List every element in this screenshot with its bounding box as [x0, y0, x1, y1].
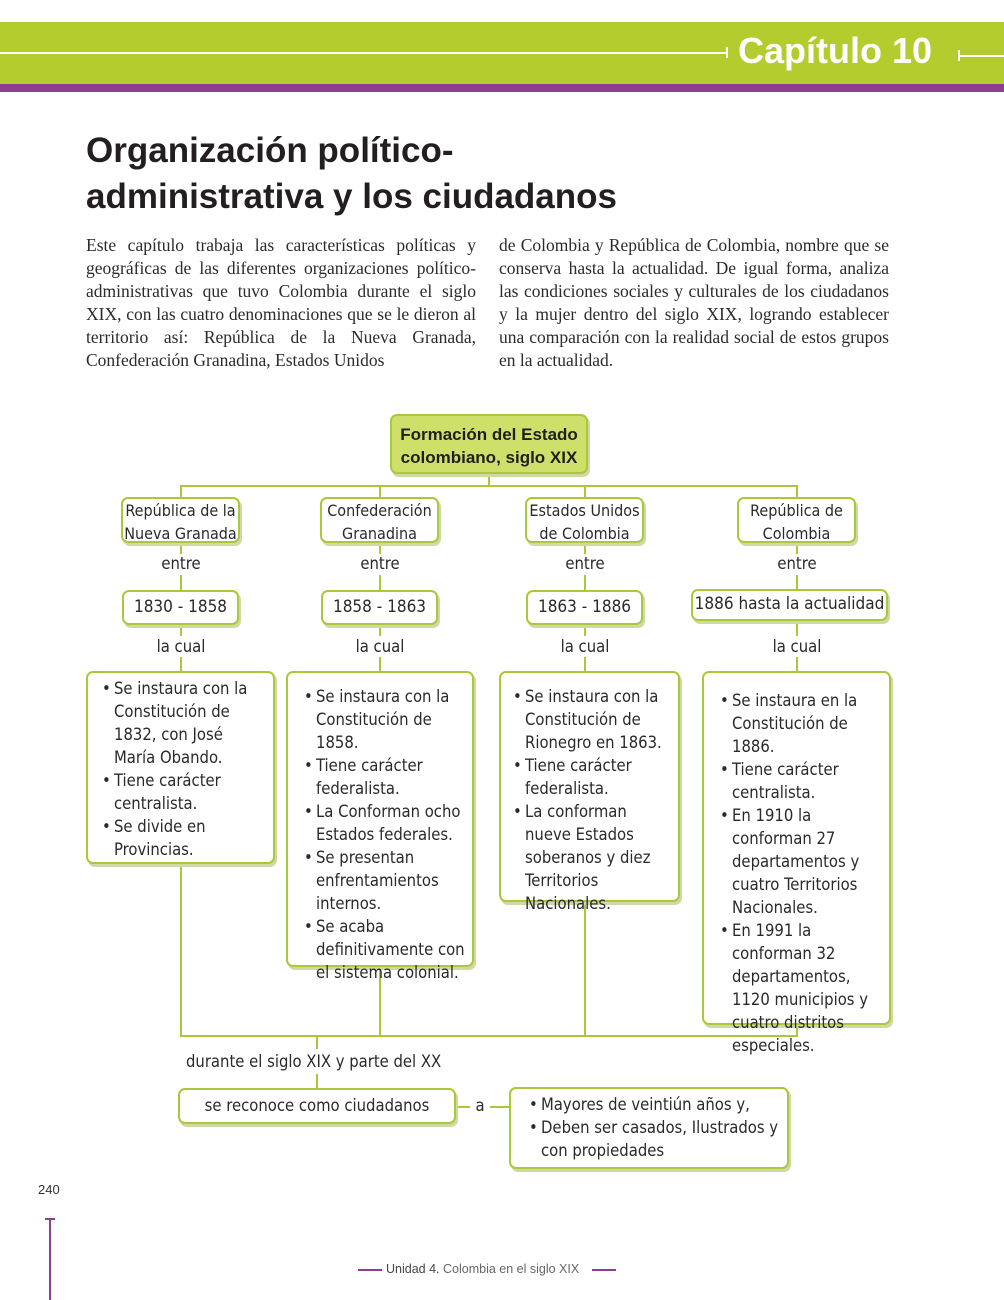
- header-rule-tick: [726, 47, 728, 58]
- footer-unit-subject: Colombia en el siglo XIX: [443, 1262, 580, 1276]
- branch-1-line-e: [180, 864, 182, 1036]
- connector-entre: entre: [161, 554, 201, 573]
- branch-2-drop: [379, 485, 381, 497]
- footer-rule-left: [358, 1269, 382, 1271]
- branch-4-drop: [796, 485, 798, 497]
- connector-a: a: [475, 1096, 485, 1115]
- node-name-line-2: Granadina: [342, 524, 417, 543]
- node-name-line-1: República de la: [125, 501, 236, 520]
- bottom-join-line: [180, 1035, 798, 1037]
- node-name-line-2: de Colombia: [539, 524, 630, 543]
- header-purple-stripe: [0, 84, 1004, 92]
- root-node-line-1: Formación del Estado: [400, 425, 578, 444]
- page-number: 240: [38, 1182, 60, 1197]
- requirement-item: • Mayores de veintiún años y,: [529, 1093, 781, 1116]
- a-to-requirements-line: [490, 1106, 510, 1108]
- connector-la-cual: la cual: [156, 637, 206, 656]
- detail-item: • Se presentan enfrentamientos internos.: [304, 846, 466, 915]
- root-node-line-2: colombiano, siglo XIX: [400, 448, 578, 467]
- footer-unit-label: Unidad 4.: [386, 1262, 440, 1276]
- bottom-stem-b: [316, 1074, 318, 1088]
- detail-item: • Se divide en Provincias.: [102, 815, 267, 861]
- branch-3-line-c: [584, 624, 586, 636]
- root-stem: [488, 472, 490, 486]
- details-box-republica-de-colombia: [702, 671, 891, 1055]
- page-title-line-2: administrativa y los ciudadanos: [86, 177, 617, 216]
- detail-item: • Tiene carácter federalista.: [304, 754, 466, 800]
- details-box-confederacion: [286, 671, 474, 982]
- requirement-item: • Deben ser casados, Ilustrados y con propiedades: [529, 1116, 781, 1162]
- detail-item: • Se instaura con la Constitución de 1832, con José María Obando.: [102, 677, 267, 769]
- node-name-line-2: Nueva Granada: [124, 524, 237, 543]
- detail-item: • La Conforman ocho Estados federales.: [304, 800, 466, 846]
- header-rule-right-tick: [958, 50, 960, 61]
- detail-item: • Se acaba definitivamente con el sistema colonial.: [304, 915, 466, 984]
- citizens-box: se reconoce como ciudadanos: [178, 1088, 456, 1124]
- header-rule: [0, 52, 728, 54]
- branch-3-line-d: [584, 657, 586, 671]
- branch-4-line-b: [796, 575, 798, 590]
- intro-column-1: Este capítulo trabaja las características políticas y geográficas de las diferentes organizaciones político-administrativas que tuvo Colombia durante el siglo XIX, con las cuatro denominaciones que se le dieron al territorio así: República de la Nueva Granada, Confederación Granadina, Estados Unidos: [86, 235, 476, 370]
- detail-item: • En 1991 la conforman 32 departamentos, 1120 municipios y cuatro distritos especiales.: [720, 919, 883, 1057]
- date-range-box: 1863 - 1886: [526, 590, 643, 625]
- branch-4-line-c: [796, 620, 798, 636]
- branch-1-line-d: [180, 657, 182, 671]
- detail-item: • Tiene carácter centralista.: [102, 769, 267, 815]
- connector-entre: entre: [565, 554, 605, 573]
- connector-entre: entre: [777, 554, 817, 573]
- node-confederacion-granadina: [320, 497, 439, 543]
- date-range-box: 1830 - 1858: [122, 590, 239, 625]
- node-estados-unidos-de-colombia: [525, 497, 644, 543]
- branch-3-line-e: [584, 901, 586, 1036]
- detail-item: • En 1910 la conforman 27 departamentos y cuatro Territorios Nacionales.: [720, 804, 883, 919]
- branch-3-line-b: [584, 575, 586, 590]
- branch-2-line-d: [379, 657, 381, 671]
- branch-1-line-c: [180, 624, 182, 636]
- root-node: [390, 414, 588, 474]
- branch-2-line-b: [379, 575, 381, 590]
- detail-item: • La conforman nueve Estados soberanos y diez Territorios Nacionales.: [513, 800, 672, 915]
- connector-siglo-xix: durante el siglo XIX y parte del XX: [186, 1052, 442, 1071]
- date-range-box: 1886 hasta la actualidad: [691, 589, 888, 621]
- page-title-line-1: Organización político-: [86, 131, 454, 170]
- branch-1-line-b: [180, 575, 182, 590]
- citizens-to-a-line: [456, 1106, 470, 1108]
- branch-1-drop: [180, 485, 182, 497]
- header-rule-right: [958, 55, 1004, 57]
- page-title: [86, 128, 786, 220]
- node-name-line-1: República de: [750, 501, 843, 520]
- node-nueva-granada: [121, 497, 240, 543]
- node-republica-de-colombia: [737, 497, 856, 543]
- footer-left-bar-tick: [45, 1218, 55, 1220]
- detail-item: • Se instaura con la Constitución de 1858.: [304, 685, 466, 754]
- details-box-estados-unidos: [499, 671, 680, 913]
- top-branch-line: [180, 485, 798, 487]
- branch-4-line-d: [796, 657, 798, 671]
- node-name-line-1: Confederación: [327, 501, 432, 520]
- footer-left-bar: [49, 1218, 51, 1300]
- detail-item: • Se instaura en la Constitución de 1886.: [720, 689, 883, 758]
- detail-item: • Tiene carácter centralista.: [720, 758, 883, 804]
- footer-rule-right: [592, 1269, 616, 1271]
- connector-la-cual: la cual: [560, 637, 610, 656]
- node-name-line-2: Colombia: [762, 524, 831, 543]
- requirements-box: [509, 1087, 789, 1169]
- branch-3-drop: [584, 485, 586, 497]
- details-box-nueva-granada: [86, 671, 275, 864]
- date-range-box: 1858 - 1863: [321, 590, 438, 625]
- chapter-label: Capítulo 10: [738, 30, 933, 71]
- connector-entre: entre: [360, 554, 400, 573]
- detail-item: • Tiene carácter federalista.: [513, 754, 672, 800]
- intro-column-2: de Colombia y República de Colombia, nombre que se conserva hasta la actualidad. De igual forma, analiza las condiciones sociales y culturales de los ciudadanos y la mujer dentro del siglo XIX, logrando establecer una comparación con la realidad social de estos grupos en la actualidad.: [499, 235, 889, 370]
- connector-la-cual: la cual: [355, 637, 405, 656]
- connector-la-cual: la cual: [772, 637, 822, 656]
- detail-item: • Se instaura con la Constitución de Rionegro en 1863.: [513, 685, 672, 754]
- footer-unit: [386, 1262, 579, 1276]
- branch-2-line-c: [379, 624, 381, 636]
- node-name-line-1: Estados Unidos: [529, 501, 640, 520]
- bottom-stem-a: [316, 1035, 318, 1049]
